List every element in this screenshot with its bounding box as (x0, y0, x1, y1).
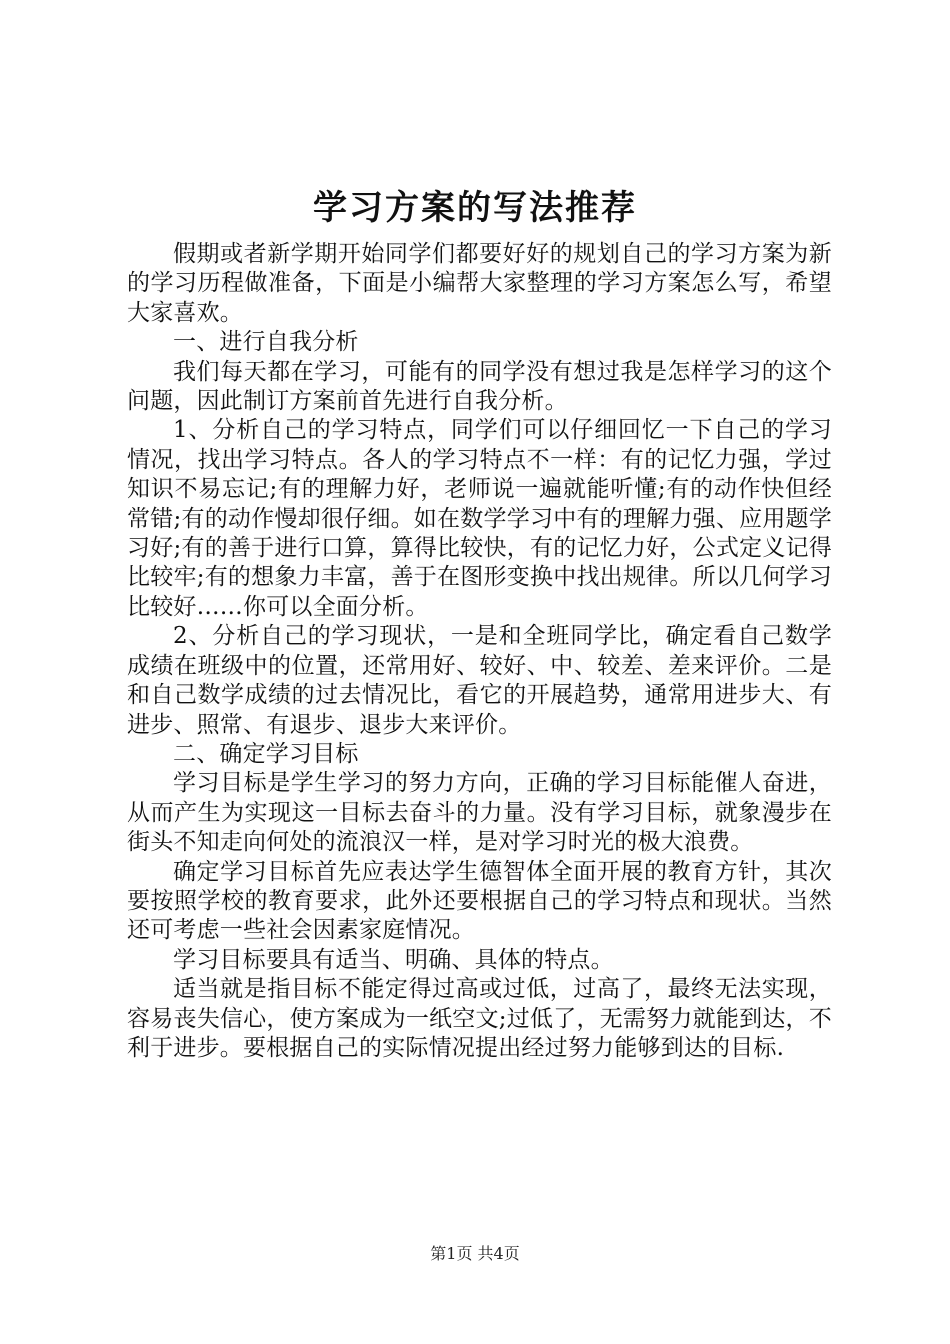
paragraph: 我们每天都在学习，可能有的同学没有想过我是怎样学习的这个问题，因此制订方案前首先进行自我分析。 (127, 358, 832, 415)
paragraph: 学习目标是学生学习的努力方向，正确的学习目标能催人奋进，从而产生为实现这一目标去奋斗的力量。没有学习目标，就象漫步在街头不知走向何处的流浪汉一样，是对学习时光的极大浪费。 (127, 770, 832, 856)
section-heading-learning-goals: 二、确定学习目标 (173, 740, 359, 767)
paragraph-intro: 假期或者新学期开始同学们都要好好的规划自己的学习方案为新的学习历程做准备，下面是小编帮大家整理的学习方案怎么写，希望大家喜欢。 (127, 241, 832, 326)
paragraph: 适当就是指目标不能定得过高或过低，过高了，最终无法实现，容易丧失信心，使方案成为一纸空文;过低了，无需努力就能到达，不利于进步。要根据自己的实际情况提出经过努力能够到达的目标. (127, 976, 832, 1061)
document-title: 学习方案的写法推荐 (313, 188, 637, 228)
section-heading-self-analysis: 一、进行自我分析 (173, 329, 359, 356)
paragraph: 学习目标要具有适当、明确、具体的特点。 (173, 946, 614, 973)
page-footer: 第1页 共4页 (430, 1244, 520, 1263)
paragraph: 确定学习目标首先应表达学生德智体全面开展的教育方针，其次要按照学校的教育要求，此外还要根据自己的学习特点和现状。当然还可考虑一些社会因素家庭情况。 (127, 858, 832, 944)
paragraph: 2、分析自己的学习现状，一是和全班同学比，确定看自己数学成绩在班级中的位置，还常用好、较好、中、较差、差来评价。二是和自己数学成绩的过去情况比，看它的开展趋势，通常用进步大、有进步、照常、有退步、退步大来评价。 (127, 623, 832, 738)
paragraph: 1、分析自己的学习特点，同学们可以仔细回忆一下自己的学习情况，找出学习特点。各人的学习特点不一样：有的记忆力强，学过知识不易忘记;有的理解力好，老师说一遍就能听懂;有的动作快但经常错;有的动作慢却很仔细。如在数学学习中有的理解力强、应用题学习好;有的善于进行口算，算得比较快，有的记忆力好，公式定义记得比较牢;有的想象力丰富，善于在图形变换中找出规律。所以几何学习比较好……你可以全面分析。 (127, 417, 832, 620)
document-body (127, 240, 832, 1063)
